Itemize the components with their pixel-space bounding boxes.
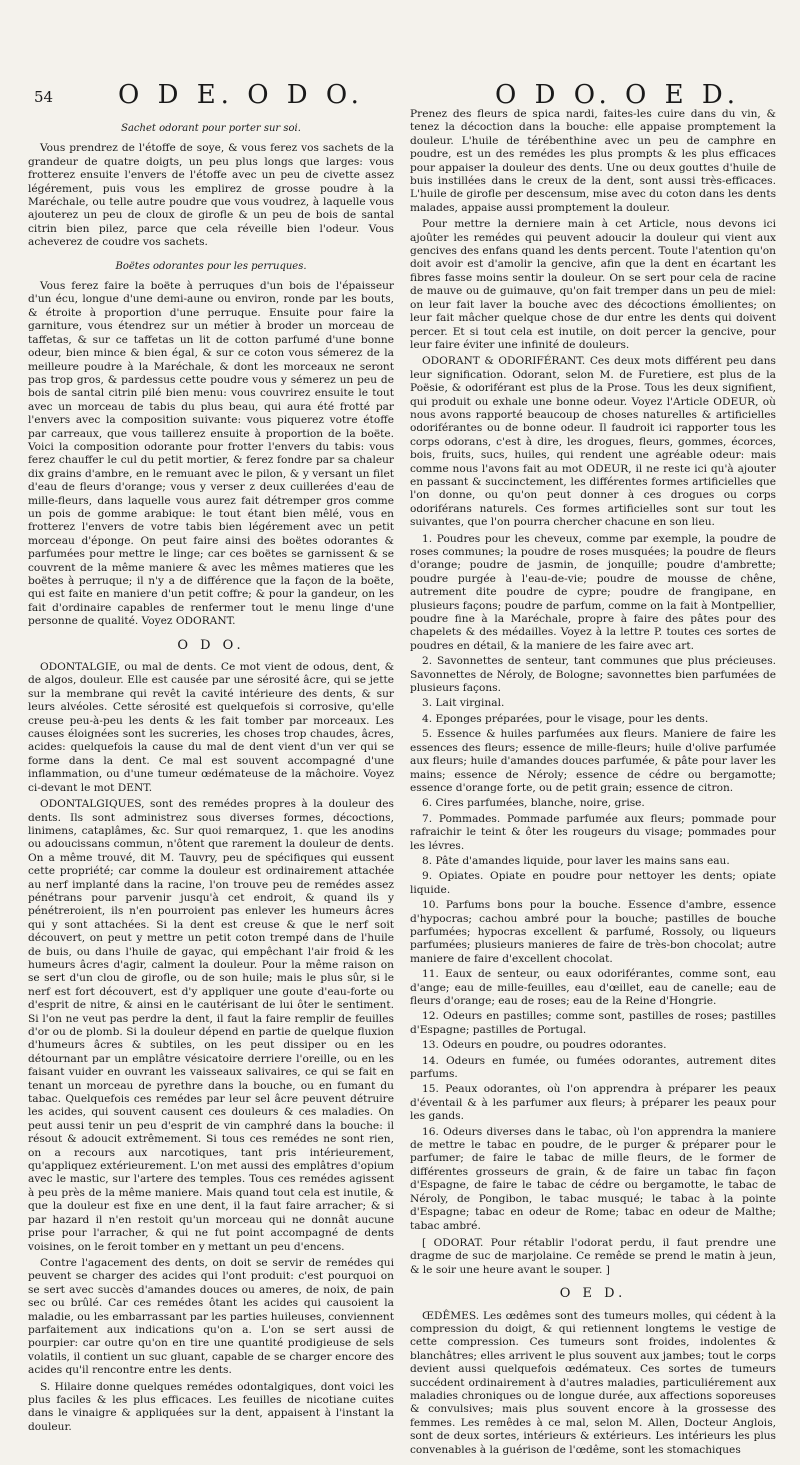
section-heading-odo: O D O.: [177, 637, 245, 653]
list-item: 15. Peaux odorantes, où l'on apprendra à préparer les peaux d'éventail & à les parfumer aux fleurs; à préparer les peaux pour les gands.: [410, 1083, 776, 1123]
forms-list: [410, 533, 776, 1233]
left-column: [28, 112, 394, 1447]
list-item: 9. Opiates. Opiate en poudre pour nettoyer les dents; opiate liquide.: [410, 870, 776, 896]
list-item: 13. Odeurs en poudre, ou poudres odorantes.: [422, 1039, 667, 1052]
paragraph-odontalgiques-3: S. Hilaire donne quelques remédes odontalgiques, dont voici les plus faciles & les plus efficaces. Les feuilles de nicotiane cuites dans le vinaigre & appliquées sur la dent, appaisent à l'instant la douleur.: [28, 1380, 394, 1433]
section-heading-oed: O E D.: [559, 1286, 627, 1302]
list-item: 6. Cires parfumées, blanche, noire, grise.: [422, 797, 645, 810]
heading-sachet: Sachet odorant pour porter sur soi.: [121, 123, 301, 134]
paragraph-odorant: ODORANT & ODORIFÉRANT. Ces deux mots différent peu dans leur signification. Odorant, selon M. de Furetiere, est plus de la Poësie, & odoriférant est plus de la Prose. Tous les deux signifient, qui produit ou exhale une bonne odeur. Voyez l'Article ODEUR, où nous avons rapporté beaucoup de choses naturelles & artificielles odoriférantes ou de bonne odeur. Il faudroit ici rapporter tous les corps odorans, c'est à dire, les drogues, fleurs, gommes, écorces, bois, fruits, sucs, huiles, qui rendent une agréable odeur: mais comme nous l'avons fait au mot ODEUR, il ne reste ici qu'à ajouter en passant & succinctement, les différentes formes artificielles que l'on donne, ou qu'on peut donner à ces drogues ou corps odoriférans naturels. Ces formes artificielles sont sur tout les suivantes, que l'on pourra chercher chacune en son lieu.: [410, 355, 776, 529]
paragraph-continued-2: Pour mettre la derniere main à cet Article, nous devons ici ajoûter les remédes qui peuvent adoucir la douleur qui vient aux gencives des enfans quand les dents percent. Toute l'atention qu'on doit avoir est d'amolir la gencive, afin que la dent en écartant les fibres fasse moins sentir la douleur. On se sert pour cela de racine de mauve ou de guimauve, qu'on fait tremper dans un peu de miel: on leur fait laver la bouche avec des décoctions émollientes; on leur fait mâcher quelque chose de dur entre les dents qui doivent percer. Et si tout cela est inutile, on doit percer la gencive, pour leur faire éviter une infinité de douleurs.: [410, 218, 776, 351]
list-item: 7. Pommades. Pommade parfumée aux fleurs; pommade pour rafraichir le teint & ôter les rougeurs du visage; pommades pour les lévres.: [410, 812, 776, 852]
list-item: 4. Eponges préparées, pour le visage, pour les dents.: [422, 712, 709, 725]
paragraph-odontalgiques-1: ODONTALGIQUES, sont des remédes propres à la douleur des dents. Ils sont administrez sous diverses formes, décoctions, linimens, cataplâmes, &c. Sur quoi remarquez, 1. que les anodins ou adoucissans commun, n'ôtent que rarement la douleur de dents. On a même trouvé, dit M. Tauvry, peu de spécifiques qui eussent cette propriété; car comme la douleur est ordinairement attachée au nerf implanté dans la racine, l'on trouve peu de remédes assez pénétrans pour parvenir jusqu'à cet endroit, & quand ils y pénétreroient, ils n'en pourroient pas enlever les humeurs âcres qui y sont attachées. Si la dent est creuse & que le nerf soit découvert, on peut y mettre un petit coton trempé dans de l'huile de buis, ou dans l'huile de gayac, qui empêchant l'air froid & les humeurs âcres d'agir, calment la douleur. Pour la même raison on se sert d'un clou de girofle, ou de son huile; mais le plus sûr, si le nerf est fort découvert, est d'y appliquer une goute d'eau-forte ou d'esprit de nitre, & ainsi en le cautérisant de lui ôter le sentiment. Si l'on ne veut pas perdre la dent, il faut la faire remplir de feuilles d'or ou de plomb. Si la douleur dépend en partie de quelque fluxion d'humeurs âcres & subtiles, on les peut dissiper ou en les détournant par un emplâtre vésicatoire derriere l'oreille, ou en les faisant vuider en ouvrant les vaisseaux salivaires, ce qui se fait en tenant un morceau de pyrethre dans la bouche, ou en fumant du tabac. Quelquefois ces remédes par leur sel âcre peuvent détruire les acides, qui souvent causent ces douleurs & ces maladies. On peut aussi tenir un peu d'esprit de vin camphré dans la bouche: il résout & adoucit extrêmement. Si tous ces remédes ne sont rien, on a recours aux narcotiques, tant pris intérieurement, qu'appliquez extérieurement. L'on met aussi des emplâtres d'opium avec le mastic, sur l'artere des temples. Tous ces remédes agissent à peu près de la même maniere. Mais quand tout cela est inutile, & que la douleur est fixe en une dent, il la faut faire arracher; & si par hazard il n'en restoit qu'un morceau qui ne donnât aucune prise pour l'arracher, & qui ne fut point accompagné de dents voisines, on le feroit tomber en y mettant un peu d'encens.: [28, 798, 394, 1253]
running-head-left: O D E. O D O.: [118, 80, 364, 110]
list-item: 3. Lait virginal.: [422, 697, 505, 710]
paragraph-oedemes: ŒDÊMES. Les œdêmes sont des tumeurs molles, qui cédent à la compression du doigt, & qui retiennent longtems le vestige de cette compression. Ces tumeurs sont froides, indolentes & blanchâtres; elles arrivent le plus souvent aux jambes; tout le corps devient aussi quelquefois œdémateux. Ces sortes de tumeurs succédent ordinairement à d'autres maladies, particuliérement aux maladies chroniques ou de longue durée, aux affections soporeuses & convulsives; mais plus souvent encore à la grossesse des femmes. Les remêdes à ce mal, selon M. Allen, Docteur Anglois, sont de deux sortes, intérieurs & extérieurs. Les intérieurs les plus convenables à la guérison de l'œdême, sont les stomachiques: [410, 1309, 776, 1456]
page-number: 54: [34, 88, 54, 106]
list-item: 2. Savonnettes de senteur, tant communes que plus précieuses. Savonnettes de Néroly, de Bologne; savonnettes bien parfumées de plusieurs façons.: [410, 655, 776, 695]
right-column: [410, 108, 777, 1456]
list-item: 5. Essence & huiles parfumées aux fleurs. Maniere de faire les essences des fleurs; essence de mille-fleurs; huile d'olive parfumée aux fleurs; huile d'amandes douces parfumée, & pâte pour laver les mains; essence de Néroly; essence de cédre ou bergamotte; essence d'orange forte, ou de petit grain; essence de citron.: [410, 728, 776, 794]
paragraph-boetes: Vous ferez faire la boëte à perruques d'un bois de l'épaisseur d'un écu, longue d'une demi-aune ou environ, ronde par les bouts, & étroite à proportion d'une perruque. Ensuite pour faire la garniture, vous étendrez sur un métier à broder un morceau de taffetas, & sur ce taffetas un lit de cotton parfumé d'une bonne odeur, bien mince & bien égal, & sur ce coton vous sémerez de la meilleure poudre à la Maréchale, & dont les morceaux ne seront pas trop gros, & pardessus cette poudre vous y sémerez un peu de bois de santal citrin pilé bien menu: vous couvrirez ensuite le tout avec un morceau de tabis du plus beau, qui aura été frotté par l'envers avec la composition suivante: vous piquerez votre étoffe par carreaux, que vous taillerez ensuite à proportion de la boëte. Voici la composition odorante pour frotter l'envers du tabis: vous ferez chauffer le cul du petit mortier, & ferez fondre par sa chaleur dix grains d'ambre, en le remuant avec le pilon, & y versant un filet d'eau de fleurs d'orange; vous y verser z deux cuillerées d'eau de mille-fleurs, dans laquelle vous aurez fait détremper gros comme un pois de gomme arabique: le tout étant bien mêlé, vous en frotterez l'envers de votre tabis bien légérement avec un petit morceau d'éponge. On peut faire ainsi des boëtes odorantes & parfumées pour mettre le linge; car ces boëtes se garnissent & se couvrent de la même maniere & avec les mêmes matieres que les boëtes à perruque; il n'y a de différence que la façon de la boëte, qui est faite en maniere d'un petit coffre; & pour la gandeur, on les fait d'ordinaire capables de renfermer tout le menu linge d'une personne de qualité. Voyez ODORANT.: [28, 280, 394, 628]
list-item: 12. Odeurs en pastilles; comme sont, pastilles de roses; pastilles d'Espagne; pastilles de Portugal.: [410, 1010, 776, 1036]
running-head-right: O D O. O E D.: [495, 80, 741, 110]
list-item: 8. Pâte d'amandes liquide, pour laver les mains sans eau.: [422, 854, 730, 867]
list-item: 1. Poudres pour les cheveux, comme par exemple, la poudre de roses communes; la poudre de roses musquées; la poudre de fleurs d'orange; poudre de jasmin, de jonquille; poudre d'ambrette; poudre purgée à l'eau-de-vie; poudre de mousse de chêne, autrement dite poudre de cypre; poudre de frangipane, en plusieurs façons; poudre de parfum, comme on la fait à Montpellier, poudre fine à la Maréchale, propre à faire des pâtes pour des chapelets & des médailles. Voyez à la lettre P. toutes ces sortes de poudres en détail, & la maniere de les faire avec art.: [410, 532, 776, 652]
paragraph-odontalgiques-2: Contre l'agacement des dents, on doit se servir de remédes qui peuvent se charger des acides qui l'ont produit: c'est pourquoi on se sert avec succès d'amandes douces ou ameres, de noix, de pain sec ou brûlé. Car ces remédes ôtant les acides qui causoient la maladie, ou les embarrassant par les parties huileuses, conviennent parfaitement aux indications qu'on a. L'on se sert aussi de pourpier: car outre qu'on en tire une quantité prodigieuse de sels volatils, il contient un suc gluant, capable de se charger encore des acides qu'il rencontre entre les dents.: [28, 1256, 394, 1377]
paragraph-odorat: [ ODORAT. Pour rétablir l'odorat perdu, il faut prendre une dragme de suc de marjolaine. Ce remêde se prend le matin à jeun, & le soir une heure avant le souper. ]: [410, 1236, 776, 1276]
list-item: 14. Odeurs en fumée, ou fumées odorantes, autrement dites parfums.: [410, 1054, 776, 1081]
paragraph-odontalgie: ODONTALGIE, ou mal de dents. Ce mot vient de odous, dent, & de algos, douleur. Elle est causée par une sérosité âcre, qui se jette sur la membrane qui revêt la cavité intérieure des dents, & sur leurs alvéoles. Cette sérosité est quelquefois si corrosive, qu'elle creuse peu-à-peu les dents & les fait tomber par morceaux. Les causes éloignées sont les sucreries, les choses trop chaudes, âcres, acides: quelquefois la cause du mal de dent vient d'un ver qui se forme dans la dent. Ce mal est souvent accompagné d'une inflammation, ou d'une tumeur œdémateuse de la mâchoire. Voyez ci-devant le mot DENT.: [28, 661, 394, 794]
list-item: 16. Odeurs diverses dans le tabac, où l'on apprendra la maniere de mettre le tabac en poudre, de le purger & préparer pour le parfumer; de faire le tabac de mille fleurs, de le former de différentes grosseurs de grain, & de faire un tabac fin façon d'Espagne, de faire le tabac de cédre ou bergamotte, le tabac de Néroly, de Pongibon, le tabac musqué; le tabac à la pointe d'Espagne; tabac en odeur de Rome; tabac en odeur de Malthe; tabac ambré.: [410, 1125, 776, 1232]
heading-boetes: Boëtes odorantes pour les perruques.: [115, 260, 307, 272]
paragraph-sachet: Vous prendrez de l'étoffe de soye, & vous ferez vos sachets de la grandeur de quatre doigts, un peu plus longs que larges: vous frotterez ensuite l'envers de l'étoffe avec un peu de civette assez légérement, puis vous les emplirez de grosse poudre à la Maréchale, ou telle autre poudre que vous voudrez, à laquelle vous ajouterez un peu de cloux de girofle & un peu de bois de santal citrin bien pilez, parce que cela réveille bien l'odeur. Vous acheverez de coudre vos sachets.: [28, 142, 394, 249]
list-item: 10. Parfums bons pour la bouche. Essence d'ambre, essence d'hypocras; cachou ambré pour la bouche; pastilles de bouche parfumées; hypocras excellent & parfumé, Rossoly, ou liqueurs parfumées; plusieurs manieres de faire de très-bon chocolat; autre maniere de faire d'excellent chocolat.: [410, 899, 776, 965]
list-item: 11. Eaux de senteur, ou eaux odoriférantes, comme sont, eau d'ange; eau de mille-feuilles, eau d'œillet, eau de canelle; eau de fleurs d'orange; eau de roses; eau de la Reine d'Hongrie.: [410, 968, 776, 1007]
paragraph-continued-1: Prenez des fleurs de spica nardi, faites-les cuire dans du vin, & tenez la décoction dans la bouche: elle appaise promptement la douleur. L'huile de térébenthine avec un peu de camphre en poudre, est un des remédes les plus prompts & les plus efficaces pour appaiser la douleur des dents. Une ou deux gouttes d'huile de buis instillées dans le creux de la dent, sont aussi très-efficaces. L'huile de girofle per descensum, mise avec du coton dans les dents malades, appaise aussi promptement la douleur.: [410, 108, 777, 214]
